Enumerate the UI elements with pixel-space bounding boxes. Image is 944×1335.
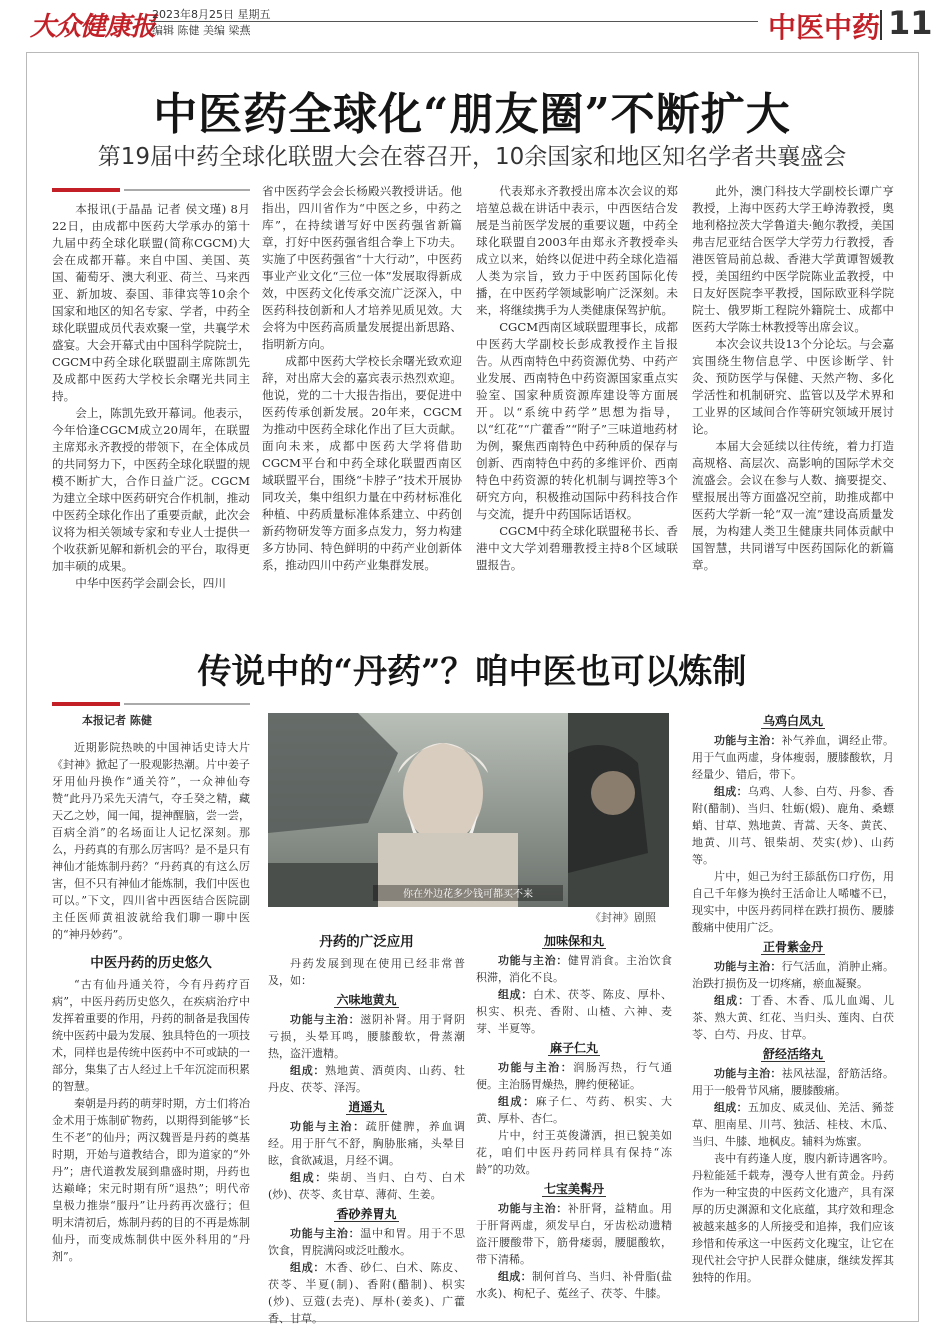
herb-function bbox=[476, 1200, 672, 1268]
herb-composition bbox=[268, 1062, 465, 1096]
herb-name-text: 舒经活络丸 bbox=[762, 1047, 823, 1061]
herb-function-label: 功能与主治： bbox=[714, 960, 782, 973]
herb-composition bbox=[476, 1093, 672, 1127]
article2-byline: 本报记者 陈健 bbox=[82, 714, 152, 727]
herb-function-text: 补气养血，调经止带。用于气血两虚，身体瘦弱，腰膝酸软，月经量少、错后，带下。 bbox=[692, 734, 895, 781]
paragraph: “古有仙丹通关符，今有丹药疗百病”，中医丹药历史悠久，在疾病治疗中发挥着重要的作用，丹药的制备是我国传统中医药中最为发展、独具特色的一项技术，同样也是传统中医药中不可或缺的一部分，集集了古人经过上千年沉淀而积累的智慧。 bbox=[52, 978, 250, 1093]
herb-composition-label: 组成： bbox=[290, 1171, 328, 1184]
herb-function-text: 疏肝健脾，养血调经。用于肝气不舒，胸胁胀痛，头晕目眩，食欲减退，月经不调。 bbox=[268, 1120, 466, 1167]
herb-function-label: 功能与主治： bbox=[714, 734, 782, 747]
herb-list bbox=[692, 713, 894, 936]
herb-function bbox=[268, 1225, 465, 1259]
article1-col4 bbox=[692, 183, 894, 574]
herb-name bbox=[476, 1181, 672, 1198]
masthead-rule bbox=[152, 21, 758, 22]
herb-composition-text: 白术、茯苓、陈皮、厚朴、枳实、枳壳、香附、山楂、六神、麦芽、半夏等。 bbox=[476, 988, 673, 1035]
herb-list bbox=[692, 939, 894, 1286]
herb-name-text: 六味地黄丸 bbox=[336, 993, 397, 1007]
herb-composition-text: 五加皮、威灵仙、羌活、豨莶草、胆南星、川芎、独活、桂枝、木瓜、当归、牛膝、地枫皮。辅料为炼蜜。 bbox=[692, 1101, 895, 1148]
article2-col2 bbox=[268, 930, 465, 1327]
film-still-illustration bbox=[268, 713, 669, 907]
issue-date: 2023年8月25日 星期五 bbox=[152, 8, 271, 21]
herb-function-label: 功能与主治： bbox=[714, 1067, 782, 1080]
herb-name bbox=[268, 1099, 465, 1116]
herb-composition-text: 柴胡、当归、白芍、白术(炒)、茯苓、炙甘草、薄荷、生姜。 bbox=[268, 1171, 466, 1201]
photo-caption: 《封神》剧照 bbox=[590, 911, 656, 924]
herb-function bbox=[692, 958, 894, 992]
article1-col2 bbox=[262, 183, 462, 574]
paragraph: 成都中医药大学校长余曙光致欢迎辞，对出席大会的嘉宾表示热烈欢迎。他说，党的二十大报告指出，要促进中医药传承创新发展。20年来，CGCM为推动中医药全球化作出了巨大贡献。面向未来，成都中医药大学将借助CGCM平台和中药全球化联盟西南区域联盟平台，围绕“卡脖子”技术开展协同攻关，集中组织力量在中药材标准化种植、中药质量标准体系建立、中药创新药物研发等方面多点发力，努力构建多方协同、特色鲜明的中药产业创新体系，推动四川中药产业集群发展。 bbox=[262, 354, 462, 572]
herb-composition-text: 麻子仁、芍药、枳实、大黄、厚朴、杏仁。 bbox=[476, 1095, 673, 1125]
herb-composition-label: 组成： bbox=[498, 988, 533, 1001]
article1-col1 bbox=[52, 201, 250, 592]
herb-composition-text: 乌鸡、人参、白芍、丹参、香附(醋制)、当归、牡蛎(煅)、鹿角、桑螵蛸、甘草、熟地黄、青蒿、天冬、黄芪、地黄、川芎、银柴胡、芡实(炒)、山药等。 bbox=[692, 785, 895, 866]
herb-function-label: 功能与主治： bbox=[290, 1013, 361, 1026]
herb-function-label: 功能与主治： bbox=[290, 1227, 361, 1240]
paragraph: 片中，纣王英俊潇洒，担已貌美如花，咱们中医丹药同样具有保持“冻龄”的功效。 bbox=[476, 1129, 672, 1176]
paragraph: CGCM西南区域联盟理事长，成都中医药大学副校长彭成教授作主旨报告。从西南特色中药资源优势、中药产业发展、西南特色中药资源国家重点实验室、国家种质资源库建设等方面展开。以“系统中药学”思想为指导，以“红花”“广藿香”“附子”三味道地药材为例，聚焦西南特色中药种质的保存与创新、西南特色中药的多维评价、西南特色中药资源的转化机制与调控等3个研究方向，积极推动国际中药科技合作与交流，提升中药国际话语权。 bbox=[476, 320, 678, 521]
article1-title: 中医药全球化“朋友圈”不断扩大 bbox=[153, 89, 791, 140]
herb-composition-text: 丁香、木香、瓜儿血竭、儿茶、熟大黄、红花、当归头、莲肉、白茯苓、白芍、丹皮、甘草。 bbox=[692, 994, 895, 1041]
herb-list bbox=[268, 992, 465, 1327]
herb-composition bbox=[692, 992, 894, 1043]
herb-name-text: 乌鸡白凤丸 bbox=[762, 714, 823, 728]
newspaper-logo: 大众健康报 bbox=[30, 12, 156, 42]
herb-function bbox=[692, 1065, 894, 1099]
herb-composition bbox=[476, 1268, 672, 1302]
article1-col3 bbox=[476, 183, 678, 574]
herb-name bbox=[692, 713, 894, 730]
paragraph: 本报讯(于晶晶 记者 侯文瑾) 8月22日，由成都中医药大学承办的第十九届中药全球化联盟(简称CGCM)大会在成都开幕。来自中国、美国、英国、葡萄牙、澳大利亚、荷兰、马来西亚、新加坡、泰国、菲律宾等10余个国家和地区的知名专家、学者，中药全球化联盟成员代表欢聚一堂，共襄学术盛宴。大会开幕式由中国科学院院士，CGCM中药全球化联盟副主席陈凯先及成都中医药大学校长余曙光共同主持。 bbox=[52, 202, 250, 403]
herb-name-text: 香砂养胃丸 bbox=[336, 1207, 397, 1221]
herb-composition-label: 组成： bbox=[290, 1261, 326, 1274]
herb-function-label: 功能与主治： bbox=[290, 1120, 366, 1133]
herb-composition bbox=[692, 783, 894, 868]
herb-function-text: 补肝肾，益精血。用于肝肾两虚，须发早白，牙齿松动遗精盗汗腰酸带下，筋骨痿弱，腰腿酸软，带下清稀。 bbox=[476, 1202, 673, 1266]
article1-subtitle: 第19届中药全球化联盟大会在蓉召开，10余国家和地区知名学者共襄盛会 bbox=[97, 144, 847, 170]
herb-function-label: 功能与主治： bbox=[498, 1061, 574, 1074]
paragraph: 省中医药学会会长杨殿兴教授讲话。他指出，四川省作为“中医之乡，中药之库”，在持续谱写好中医药强省新篇章，打好中医药强省组合拳上下功夫。实施了中医药强省“十大行动”，中医药事业产业文化“三位一体”发展取得新成效，中医药文化传承交流广泛深入，中医药科技创新和人才培养见质见效。大会将为中医药高质量发展提出新思路、指明新方向。 bbox=[262, 184, 462, 351]
herb-name-text: 逍遥丸 bbox=[348, 1100, 385, 1114]
herb-composition-label: 组成： bbox=[498, 1095, 536, 1108]
herb-function bbox=[476, 1059, 672, 1093]
paragraph: 本届大会延续以往传统，着力打造高规格、高层次、高影响的国际学术交流盛会。会议在参与人数、摘要提交、壁报展出等方面盛况空前，助推成都中医药大学新一轮“双一流”建设高质量发展，为构建人类卫生健康共同体贡献中国智慧，共同谱写中医药国际化的新篇章。 bbox=[692, 439, 894, 572]
article2-accent-rule bbox=[52, 702, 250, 706]
herb-composition bbox=[268, 1169, 465, 1203]
page-number: 11 bbox=[888, 4, 933, 42]
paragraph: 代表郑永齐教授出席本次会议的郑培堃总裁在讲话中表示，中西医结合发展是当前医学发展的重要议题，中药全球化联盟自2003年由郑永齐教授牵头成立以来，始终以促进中药全球化造福人类为宗旨，致力于中医药国际化传播，在中医药学领域影响广泛深刻。未来，将继续携手为人类健康保驾护航。 bbox=[476, 184, 678, 317]
herb-function-text: 行气活血，消肿止痛。治跌打损伤及一切疼痛，瘀血凝聚。 bbox=[692, 960, 895, 990]
film-still-photo bbox=[268, 713, 669, 907]
paragraph: 丹药发展到现在使用已经非常普及，如： bbox=[268, 957, 465, 987]
herb-function-text: 温中和胃。用于不思饮食，胃脘满闷或泛吐酸水。 bbox=[268, 1227, 466, 1257]
herb-list bbox=[476, 933, 672, 1302]
paragraph: 片中，妲己为纣王舔舐伤口疗伤，用自己千年修为换纣王活命让人唏嘘不已，现实中，中医丹药同样在跌打损伤、腰膝酸痛中使用广泛。 bbox=[692, 870, 894, 934]
paragraph: 本次会议共设13个分论坛。与会嘉宾围绕生物信息学、中医诊断学、针灸、预防医学与保健、天然产物、多化学活性和机制研究、监管以及学术界和工业界的区域间合作等研究领域开展讨论。 bbox=[692, 337, 894, 436]
herb-composition bbox=[692, 1099, 894, 1150]
herb-name-text: 加味保和丸 bbox=[543, 934, 604, 948]
photo-subtitle: 你在外边花多少钱可都买不来 bbox=[403, 889, 533, 900]
herb-composition-text: 熟地黄、酒萸肉、山药、牡丹皮、茯苓、泽泻。 bbox=[268, 1064, 466, 1094]
masthead bbox=[0, 0, 944, 48]
herb-function-text: 祛风祛湿，舒筋活络。用于一般骨节风痛，腰膝酸痛。 bbox=[692, 1067, 895, 1097]
issue-meta bbox=[152, 8, 271, 38]
herb-function bbox=[268, 1011, 465, 1062]
herb-composition-label: 组成： bbox=[714, 994, 751, 1007]
herb-name-text: 麻子仁丸 bbox=[549, 1041, 598, 1055]
herb-function-text: 健胃消食。主治饮食积滞，消化不良。 bbox=[476, 954, 673, 984]
section-name: 中医中药 bbox=[768, 11, 881, 44]
herb-name bbox=[692, 939, 894, 956]
herb-composition-text: 制何首乌、当归、补骨脂(盐水炙)、枸杞子、菟丝子、茯苓、牛膝。 bbox=[476, 1270, 673, 1300]
history-subheading: 中医丹药的历史悠久 bbox=[90, 955, 212, 971]
article1-accent-rule bbox=[52, 188, 250, 192]
article2-title: 传说中的“丹药”？咱中医也可以炼制 bbox=[197, 652, 747, 692]
paragraph: CGCM中药全球化联盟秘书长、香港中文大学刘碧珊教授主持8个区域联盟报告。 bbox=[476, 524, 678, 572]
herb-composition-label: 组成： bbox=[714, 1101, 748, 1114]
herb-name-text: 正骨紫金丹 bbox=[762, 940, 823, 954]
herb-composition-text: 木香、砂仁、白术、陈皮、茯苓、半夏(制)、香附(醋制)、枳实(炒)、豆蔻(去壳)、厚朴(姜炙)、广藿香、甘草。 bbox=[268, 1261, 466, 1325]
paragraph: 此外，澳门科技大学副校长谭广亨教授，上海中医药大学王峥涛教授，奥地利格拉茨大学鲁道夫·鲍尔教授，美国弗吉尼亚结合医学大学劳力行教授，香港医管局前总裁、香港大学黄谭智媛教授，美国纽约中医学院陈业孟教授，中日友好医院李平教授，国际欧亚科学院院士、俄罗斯工程院外籍院士、成都中医药大学陈士林教授等出席会议。 bbox=[692, 184, 894, 334]
herb-name bbox=[476, 933, 672, 950]
paragraph: 中华中医药学会副会长，四川 bbox=[75, 576, 226, 590]
herb-name bbox=[476, 1040, 672, 1057]
uses-subheading: 丹药的广泛应用 bbox=[319, 934, 414, 950]
paragraph: 近期影院热映的中国神话史诗大片《封神》掀起了一股观影热潮。片中姜子牙用仙丹换作“通关符”，一众神仙夸赞“此丹乃采先天清气，夺壬癸之精，藏天乙之妙，闻一闻，提神醒脑，尝一尝，百病全消”的名场面让人记忆深刻。那么，丹药真的有那么厉害吗？是不是只有神仙才能炼制丹药？“丹药真的有这么厉害，但不只有神仙才能炼制，我们中医也可以。”下文，四川省中西医结合医院副主任医师黄祖波就给我们聊一聊中医的“神丹妙药”。 bbox=[52, 741, 250, 941]
paragraph: 丧中有药逢人度，腹内新诗遇客吟。丹粒能延千载寿，漫夸人世有黄金。丹药作为一种宝贵的中医药文化遗产，具有深厚的历史渊源和文化底蕴，其疗效和理念被越来越多的人所接受和追捧，我们应该珍惜和传承这一中医药文化瑰宝，让它在现代社会守护人民群众健康，继续发挥其独特的作用。 bbox=[692, 1152, 894, 1284]
herb-function bbox=[268, 1118, 465, 1169]
article2-col3 bbox=[476, 930, 672, 1302]
herb-function-label: 功能与主治： bbox=[498, 1202, 568, 1215]
article2-col4 bbox=[692, 710, 894, 1286]
herb-composition bbox=[476, 986, 672, 1037]
herb-composition-label: 组成： bbox=[714, 785, 748, 798]
editors: 编辑 陈健 美编 梁燕 bbox=[152, 24, 251, 37]
paragraph: 会上，陈凯先致开幕词。他表示，今年恰逢CGCM成立20周年，在联盟主席郑永齐教授的带领下，在全体成员的共同努力下，中医药全球化联盟的规模不断扩大，合作日益广泛。CGCM为建立全球中医药研究合作机制，推动中医药全球化作出了重要贡献，此次会议将为相关领域专家和专业人士提供一个收获新见解和新机会的平台，取得更加丰硕的成果。 bbox=[52, 406, 250, 573]
page-separator bbox=[880, 10, 882, 40]
herb-name bbox=[692, 1046, 894, 1063]
herb-function bbox=[692, 732, 894, 783]
article2-col1 bbox=[52, 712, 250, 1265]
herb-composition-label: 组成： bbox=[498, 1270, 532, 1283]
paragraph: 秦朝是丹药的萌芽时期，方士们将冶金术用于炼制矿物药，以期得到能够“长生不老”的仙丹；两汉魏晋是丹药的奠基时期，开始与道教结合，即为道家的“外丹”；唐代道教发展到鼎盛时期，丹药也达巅峰；宋元时期有所“退热”；明代帝皇极力推崇“服丹”让丹药再次盛行；但明末清初后，炼制丹药的目的不再是炼制仙丹，而变成炼制供中医外科用的“丹剂”。 bbox=[52, 1097, 250, 1263]
herb-composition bbox=[268, 1259, 465, 1327]
herb-function-text: 滋阴补肾。用于肾阴亏损，头晕耳鸣，腰膝酸软，骨蒸潮热，盗汗遗精。 bbox=[268, 1013, 466, 1060]
herb-function-label: 功能与主治： bbox=[498, 954, 568, 967]
herb-name bbox=[268, 992, 465, 1009]
herb-function-text: 润肠泻热，行气通便。主治肠胃燥热，脾约便秘证。 bbox=[476, 1061, 673, 1091]
herb-name bbox=[268, 1206, 465, 1223]
herb-composition-label: 组成： bbox=[290, 1064, 326, 1077]
herb-name-text: 七宝美髯丹 bbox=[543, 1182, 604, 1196]
herb-function bbox=[476, 952, 672, 986]
